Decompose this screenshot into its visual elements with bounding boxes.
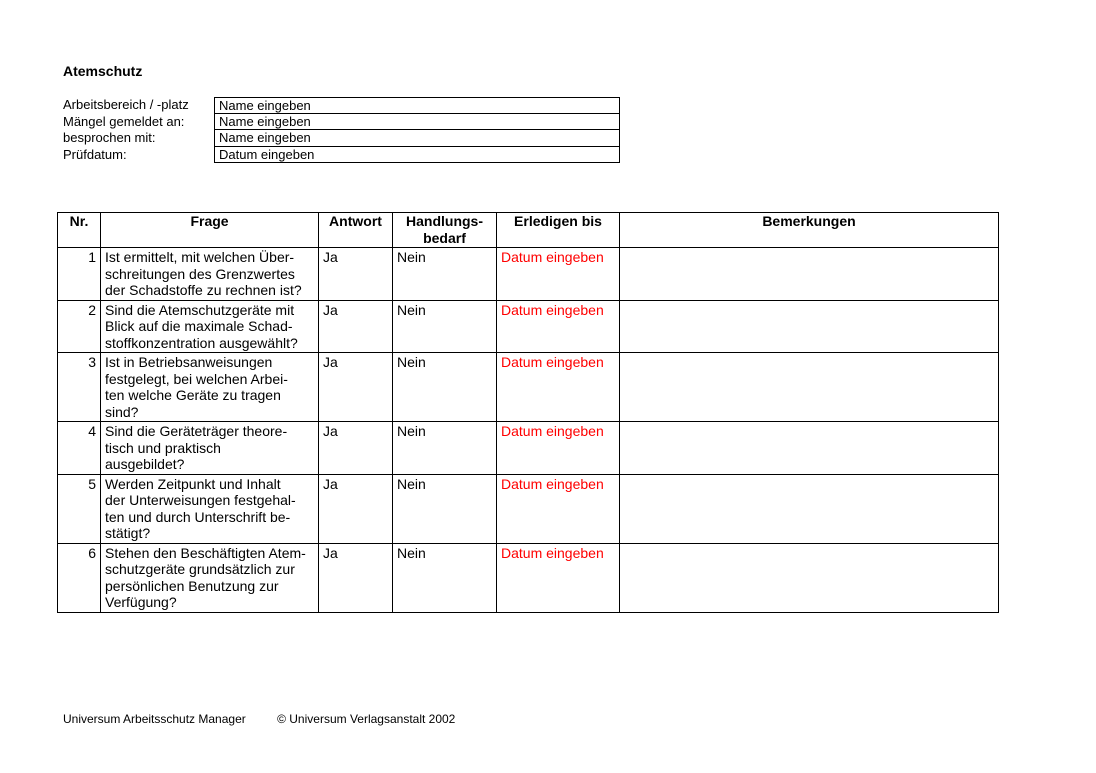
action-needed-select[interactable]: Nein bbox=[393, 248, 497, 301]
action-needed-select[interactable]: Nein bbox=[393, 543, 497, 612]
table-row bbox=[58, 543, 999, 612]
answer-select[interactable]: Ja bbox=[319, 543, 393, 612]
header-erledigen-bis: Erledigen bis bbox=[497, 213, 620, 248]
row-number: 5 bbox=[58, 474, 101, 543]
header-frage: Frage bbox=[101, 213, 319, 248]
row-number: 3 bbox=[58, 353, 101, 422]
page-title: Atemschutz bbox=[63, 63, 143, 79]
due-date-field[interactable]: Datum eingeben bbox=[497, 300, 620, 353]
question-line: stoffkonzentration ausgewählt? bbox=[105, 334, 298, 351]
info-label: besprochen mit: bbox=[63, 130, 156, 145]
besprochen-mit-field[interactable]: Name eingeben bbox=[214, 130, 620, 147]
question-line: der Schadstoffe zu rechnen ist? bbox=[105, 282, 302, 298]
row-number: 2 bbox=[58, 300, 101, 353]
question-line: festgelegt, bei welchen Arbei- bbox=[105, 370, 288, 387]
footer bbox=[63, 712, 455, 726]
row-question bbox=[101, 353, 319, 422]
answer-select[interactable]: Ja bbox=[319, 474, 393, 543]
question-line: tisch und praktisch bbox=[105, 439, 221, 456]
arbeitsbereich-field[interactable]: Name eingeben bbox=[214, 97, 620, 114]
pruefdatum-field[interactable]: Datum eingeben bbox=[214, 147, 620, 164]
table-row bbox=[58, 353, 999, 422]
question-line: Sind die Atemschutzgeräte mit bbox=[105, 301, 295, 318]
maengel-gemeldet-field[interactable]: Name eingeben bbox=[214, 114, 620, 131]
due-date-field[interactable]: Datum eingeben bbox=[497, 543, 620, 612]
action-needed-select[interactable]: Nein bbox=[393, 353, 497, 422]
remarks-field[interactable] bbox=[620, 300, 999, 353]
table-row bbox=[58, 474, 999, 543]
question-line: ten und durch Unterschrift be- bbox=[105, 508, 291, 525]
checklist-table bbox=[57, 212, 999, 613]
question-line: schreitungen des Grenzwertes bbox=[105, 265, 295, 282]
footer-copyright: © Universum Verlagsanstalt 2002 bbox=[277, 712, 456, 726]
header-handlungsbedarf-line2: bedarf bbox=[423, 229, 466, 246]
header-handlungsbedarf bbox=[393, 213, 497, 248]
question-line: Stehen den Beschäftigten Atem- bbox=[105, 544, 306, 561]
due-date-field[interactable]: Datum eingeben bbox=[497, 353, 620, 422]
row-question bbox=[101, 474, 319, 543]
question-line: Verfügung? bbox=[105, 594, 177, 610]
action-needed-select[interactable]: Nein bbox=[393, 300, 497, 353]
due-date-field[interactable]: Datum eingeben bbox=[497, 248, 620, 301]
question-line: Blick auf die maximale Schad- bbox=[105, 318, 293, 334]
info-label: Prüfdatum: bbox=[63, 146, 127, 162]
answer-select[interactable]: Ja bbox=[319, 248, 393, 301]
row-question bbox=[101, 248, 319, 301]
table-row bbox=[58, 422, 999, 475]
info-label: Mängel gemeldet an: bbox=[63, 113, 185, 129]
row-number: 4 bbox=[58, 422, 101, 475]
remarks-field[interactable] bbox=[620, 422, 999, 475]
header-nr: Nr. bbox=[58, 213, 101, 248]
due-date-field[interactable]: Datum eingeben bbox=[497, 422, 620, 475]
question-line: persönlichen Benutzung zur bbox=[105, 577, 279, 594]
question-line: der Unterweisungen festgehal- bbox=[105, 492, 296, 508]
row-question bbox=[101, 543, 319, 612]
row-number: 6 bbox=[58, 543, 101, 612]
answer-select[interactable]: Ja bbox=[319, 422, 393, 475]
row-number: 1 bbox=[58, 248, 101, 301]
due-date-field[interactable]: Datum eingeben bbox=[497, 474, 620, 543]
question-line: ausgebildet? bbox=[105, 456, 185, 472]
footer-app-name: Universum Arbeitsschutz Manager bbox=[63, 712, 246, 726]
table-row bbox=[58, 248, 999, 301]
row-question bbox=[101, 422, 319, 475]
question-line: Ist ermittelt, mit welchen Über- bbox=[105, 249, 295, 265]
question-line: stätigt? bbox=[105, 525, 151, 541]
question-line: ten welche Geräte zu tragen bbox=[105, 387, 281, 403]
remarks-field[interactable] bbox=[620, 474, 999, 543]
answer-select[interactable]: Ja bbox=[319, 353, 393, 422]
action-needed-select[interactable]: Nein bbox=[393, 422, 497, 475]
header-bemerkungen: Bemerkungen bbox=[620, 213, 999, 248]
action-needed-select[interactable]: Nein bbox=[393, 474, 497, 543]
question-line: Ist in Betriebsanweisungen bbox=[105, 354, 273, 370]
row-question bbox=[101, 300, 319, 353]
remarks-field[interactable] bbox=[620, 248, 999, 301]
table-header-row bbox=[58, 213, 999, 248]
remarks-field[interactable] bbox=[620, 353, 999, 422]
question-line: schutzgeräte grundsätzlich zur bbox=[105, 561, 295, 577]
table-row bbox=[58, 300, 999, 353]
question-line: sind? bbox=[105, 403, 139, 420]
remarks-field[interactable] bbox=[620, 543, 999, 612]
header-antwort: Antwort bbox=[319, 213, 393, 248]
header-handlungsbedarf-line1: Handlungs- bbox=[406, 213, 483, 229]
answer-select[interactable]: Ja bbox=[319, 300, 393, 353]
question-line: Sind die Geräteträger theore- bbox=[105, 423, 288, 439]
question-line: Werden Zeitpunkt und Inhalt bbox=[105, 475, 281, 492]
info-label: Arbeitsbereich / -platz bbox=[63, 97, 189, 112]
